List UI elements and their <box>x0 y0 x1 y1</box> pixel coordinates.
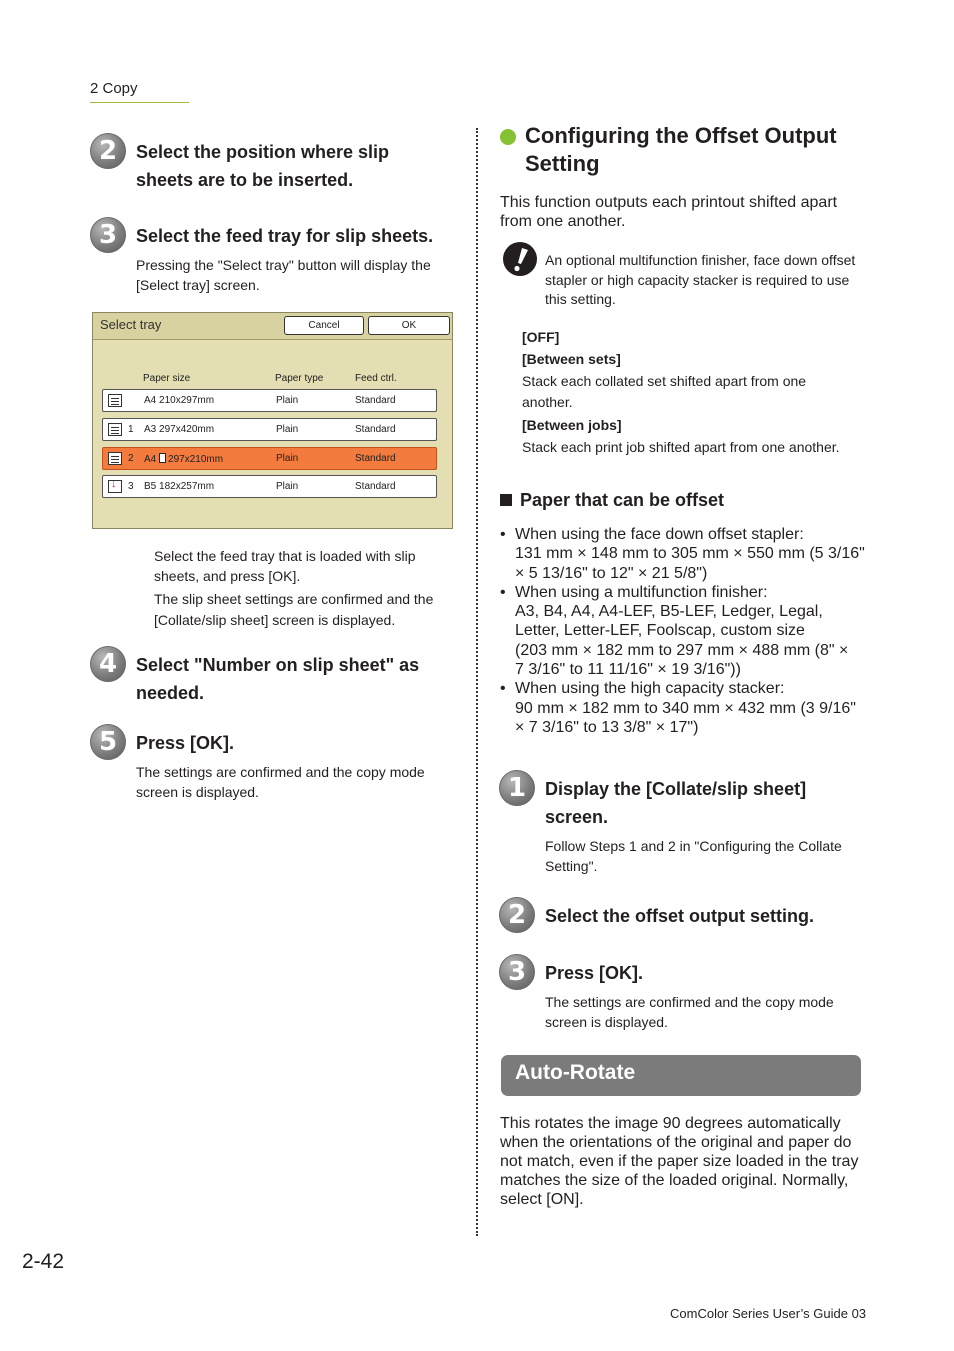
bullet-dot: • <box>500 583 506 601</box>
tray-feed-ctrl: Standard <box>355 481 396 492</box>
auto-rotate-line: This rotates the image 90 degrees automatically <box>500 1115 841 1132</box>
right-step-1-title-line2: screen. <box>545 807 609 827</box>
header-rule <box>90 102 189 103</box>
step-3-desc-line1: Pressing the "Select tray" button will display the <box>136 257 431 273</box>
caution-note-line1: An optional multifunction finisher, face down offset <box>545 252 856 268</box>
auto-rotate-line: select [ON]. <box>500 1191 584 1208</box>
auto-rotate-line: matches the size of the loaded original. Normally, <box>500 1172 849 1189</box>
offset-section-title-line1: Configuring the Offset Output <box>525 123 837 148</box>
column-divider <box>476 128 478 1236</box>
after-screen-p2-line1: The slip sheet settings are confirmed and the <box>154 591 434 607</box>
caution-icon-glyph <box>503 242 537 276</box>
right-step-3-number: 3 <box>499 954 535 990</box>
cancel-button[interactable]: Cancel <box>284 316 364 335</box>
tray-paper-type: Plain <box>276 395 299 406</box>
bullet-dot: • <box>500 526 506 543</box>
interleave-tray-icon <box>108 480 122 493</box>
list-item <box>500 679 870 737</box>
caution-note <box>545 251 855 310</box>
list-item-line: A3, B4, A4, A4-LEF, B5-LEF, Ledger, Legal, <box>515 603 823 621</box>
caution-icon <box>503 242 537 276</box>
list-item-line: × 5 13/16" to 12" × 21 5/8") <box>515 564 708 582</box>
option-between-sets: [Between sets] <box>522 351 621 367</box>
tray-row-3[interactable] <box>102 475 437 498</box>
tray-paper-size <box>144 453 223 465</box>
option-between-sets-desc-line1: Stack each collated set shifted apart from one <box>522 373 807 389</box>
col-paper-size: Paper size <box>143 373 191 384</box>
col-paper-type: Paper type <box>275 373 324 384</box>
tray-paper-size: B5 182x257mm <box>144 481 215 492</box>
tray-icon <box>108 452 122 465</box>
offset-section-title <box>525 122 865 178</box>
step-4-title-line1: Select "Number on slip sheet" as <box>136 655 420 675</box>
right-step-1-desc-line2: Setting". <box>545 857 598 874</box>
ok-button[interactable]: OK <box>368 316 450 335</box>
list-item-line: 7 3/16" to 11 11/16" × 19 3/16")) <box>515 661 741 679</box>
step-5-desc-line2: screen is displayed. <box>136 784 259 800</box>
chapter-header: 2 Copy <box>90 80 138 97</box>
list-item-line: × 7 3/16" to 13 3/8" × 17") <box>515 718 699 736</box>
step-2-title <box>136 138 389 194</box>
step-5-desc-line1: The settings are confirmed and the copy mode <box>136 764 425 780</box>
right-step-1-title-line1: Display the [Collate/slip sheet] <box>545 779 807 799</box>
tray-row-bypass[interactable] <box>102 389 437 412</box>
square-bullet-icon <box>500 494 512 506</box>
portrait-orientation-icon <box>159 453 166 463</box>
step-3-number: 3 <box>90 217 126 253</box>
after-screen-p1-line2: sheets, and press [OK]. <box>154 568 301 584</box>
paper-offset-list <box>500 525 870 737</box>
tray-paper-size-value: 297x210mm <box>168 454 224 465</box>
option-between-sets-desc <box>522 371 806 413</box>
tray-paper-size-prefix: A4 <box>144 454 157 465</box>
step-3-desc-line2: [Select tray] screen. <box>136 277 260 293</box>
bullet-dot: • <box>500 680 506 698</box>
right-step-1-description <box>545 837 842 876</box>
caution-note-line3: this setting. <box>545 291 616 307</box>
right-step-1-desc-line1: Follow Steps 1 and 2 in "Configuring the Collate <box>545 838 842 854</box>
step-2-title-line2: sheets are to be inserted. <box>136 170 354 190</box>
screen-title: Select tray <box>100 317 162 332</box>
option-between-jobs-desc: Stack each print job shifted apart from one another. <box>522 439 840 455</box>
list-item-line: When using the face down offset stapler: <box>515 526 804 543</box>
after-screen-paragraph-1 <box>154 546 415 586</box>
paper-offset-heading-text: Paper that can be offset <box>520 490 725 510</box>
tray-number: 2 <box>128 453 134 464</box>
step-4-title <box>136 651 419 707</box>
offset-intro <box>500 193 837 231</box>
step-3-title: Select the feed tray for slip sheets. <box>136 226 434 246</box>
right-step-3-desc-line2: screen is displayed. <box>545 1013 668 1030</box>
option-between-sets-desc-line2: another. <box>522 394 573 410</box>
tray-paper-type: Plain <box>276 481 299 492</box>
right-step-3-desc-line1: The settings are confirmed and the copy mode <box>545 994 834 1010</box>
caution-note-line2: stapler or high capacity stacker is required to use <box>545 271 850 288</box>
step-2-number: 2 <box>90 133 126 169</box>
auto-rotate-line: when the orientations of the original and paper do <box>500 1134 852 1151</box>
col-feed-ctrl: Feed ctrl. <box>355 373 397 384</box>
list-item-line: Letter, Letter-LEF, Foolscap, custom size <box>515 622 805 640</box>
step-5-number: 5 <box>90 724 126 760</box>
tray-feed-ctrl: Standard <box>355 453 396 464</box>
offset-intro-line2: from one another. <box>500 213 626 230</box>
option-between-jobs: [Between jobs] <box>522 417 622 433</box>
list-item <box>500 525 870 583</box>
tray-icon <box>108 423 122 436</box>
list-item-line: 90 mm × 182 mm to 340 mm × 432 mm (3 9/16" <box>515 699 856 717</box>
tray-paper-type: Plain <box>276 453 299 464</box>
right-step-1-number: 1 <box>499 770 535 806</box>
paper-offset-heading <box>500 490 724 511</box>
list-item-line: 131 mm × 148 mm to 305 mm × 550 mm (5 3/16" <box>515 545 865 563</box>
after-screen-p2-line2: [Collate/slip sheet] screen is displayed. <box>154 612 396 628</box>
offset-intro-line1: This function outputs each printout shifted apart <box>500 194 838 211</box>
screen-titlebar <box>93 313 452 340</box>
tray-number: 3 <box>128 481 134 492</box>
tray-row-1[interactable] <box>102 418 437 441</box>
tray-paper-size: A4 210x297mm <box>144 395 215 406</box>
auto-rotate-description <box>500 1114 858 1209</box>
tray-paper-size: A3 297x420mm <box>144 424 215 435</box>
right-step-2-number: 2 <box>499 897 535 933</box>
right-step-3-title: Press [OK]. <box>545 963 644 983</box>
step-5-description <box>136 762 425 802</box>
offset-section-title-line2: Setting <box>525 151 600 176</box>
tray-feed-ctrl: Standard <box>355 424 396 435</box>
list-item <box>500 583 870 679</box>
tray-paper-type: Plain <box>276 424 299 435</box>
step-4-title-line2: needed. <box>136 683 205 703</box>
right-step-1-title <box>545 775 806 831</box>
list-item-line: When using a multifunction finisher: <box>515 583 768 601</box>
after-screen-p1-line1: Select the feed tray that is loaded with slip <box>154 548 416 564</box>
tray-number: 1 <box>128 424 134 435</box>
auto-rotate-banner <box>501 1055 861 1096</box>
option-off: [OFF] <box>522 329 560 345</box>
tray-row-2-selected[interactable] <box>102 447 437 470</box>
list-item-line: (203 mm × 182 mm to 297 mm × 488 mm (8" × <box>515 641 849 659</box>
tray-feed-ctrl: Standard <box>355 395 396 406</box>
right-step-2-title: Select the offset output setting. <box>545 906 815 926</box>
step-4-number: 4 <box>90 646 126 682</box>
select-tray-screen <box>92 312 453 529</box>
guide-footer: ComColor Series User’s Guide 03 <box>670 1306 867 1321</box>
step-3-description <box>136 255 431 295</box>
section-bullet-icon <box>500 129 516 145</box>
tray-icon <box>108 394 122 407</box>
right-step-3-description <box>545 993 834 1032</box>
list-item-line: When using the high capacity stacker: <box>515 680 785 698</box>
auto-rotate-line: not match, even if the paper size loaded in the tray <box>500 1153 859 1170</box>
step-5-title: Press [OK]. <box>136 733 235 753</box>
auto-rotate-banner-title: Auto-Rotate <box>515 1061 636 1084</box>
page-number: 2-42 <box>22 1250 65 1273</box>
step-2-title-line1: Select the position where slip <box>136 142 390 162</box>
after-screen-paragraph-2 <box>154 589 433 631</box>
